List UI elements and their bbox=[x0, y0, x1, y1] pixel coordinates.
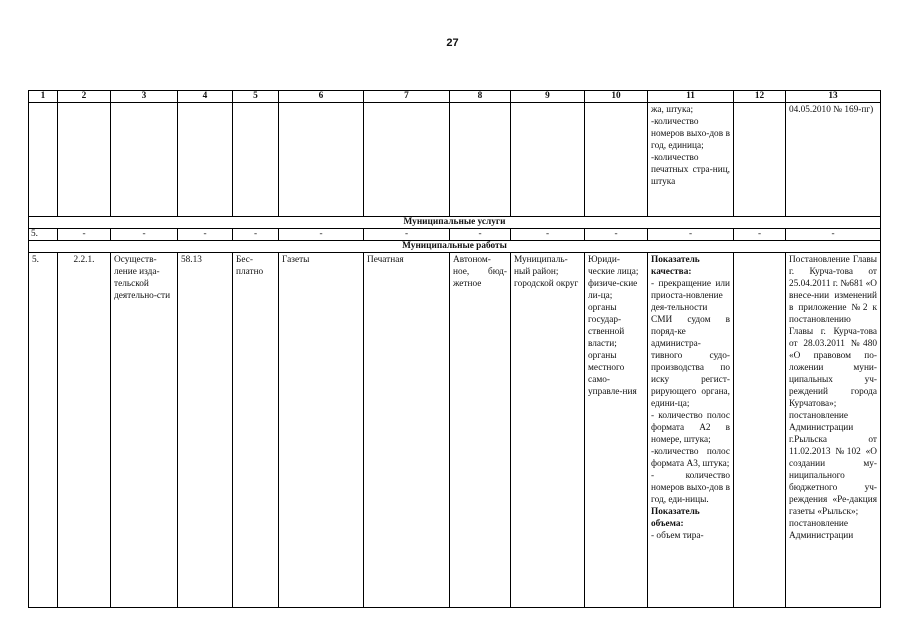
consumers: Юриди-ческие лица; физиче-ские ли-ца; органы государ-ственной власти; органы местного само-управле-ния bbox=[585, 253, 648, 608]
payment-type: Бес-платно bbox=[233, 253, 279, 608]
column-header: 3 bbox=[111, 91, 178, 103]
column-number-row bbox=[29, 91, 881, 103]
section-title: Муниципальные работы bbox=[29, 241, 881, 253]
basis-continuation: 04.05.2010 № 169-пг) bbox=[786, 103, 881, 217]
dash-cell: - bbox=[450, 229, 511, 241]
column-header: 7 bbox=[364, 91, 450, 103]
activity-name: Осуществ-ление изда-тельской деятельно-сти bbox=[111, 253, 178, 608]
dash-cell: - bbox=[178, 229, 233, 241]
work-row bbox=[29, 253, 881, 608]
row-number: 5. bbox=[29, 253, 58, 608]
column-header: 5 bbox=[233, 91, 279, 103]
okved-code: 58.13 bbox=[178, 253, 233, 608]
dash-cell: - bbox=[786, 229, 881, 241]
column-12-cell bbox=[734, 253, 786, 608]
work-code: 2.2.1. bbox=[58, 253, 111, 608]
work-form: Печатная bbox=[364, 253, 450, 608]
dash-cell: - bbox=[279, 229, 364, 241]
column-header: 6 bbox=[279, 91, 364, 103]
column-header: 4 bbox=[178, 91, 233, 103]
indicators bbox=[648, 253, 734, 608]
column-header: 9 bbox=[511, 91, 585, 103]
section-title: Муниципальные услуги bbox=[29, 217, 881, 229]
dash-cell: - bbox=[58, 229, 111, 241]
quality-indicator-text: - прекращение или приоста-новление дея-тельности СМИ судом в поряд-ке администра-тивного судо-производства по иску регист-рирующего органа, едини-ца; - количество полос формата А2 в номере, штука; -количество полос формата А3, штука; - количество номеров выхо-дов в год, еди-ницы. bbox=[651, 279, 730, 505]
column-header: 2 bbox=[58, 91, 111, 103]
column-header: 11 bbox=[648, 91, 734, 103]
quality-indicator-title: Показатель качества: bbox=[651, 255, 700, 277]
dash-cell: - bbox=[511, 229, 585, 241]
column-header: 12 bbox=[734, 91, 786, 103]
dash-cell: - bbox=[233, 229, 279, 241]
row-number: 5. bbox=[29, 229, 58, 241]
institution-type: Автоном-ное, бюд-жетное bbox=[450, 253, 511, 608]
column-header: 10 bbox=[585, 91, 648, 103]
dash-cell: - bbox=[648, 229, 734, 241]
dash-cell: - bbox=[734, 229, 786, 241]
indicator-continuation: жа, штука; -количество номеров выхо-дов в год, единица; -количество печатных стра-ниц, штука bbox=[648, 103, 734, 217]
volume-indicator-title: Показатель объема: bbox=[651, 507, 700, 529]
dash-cell: - bbox=[585, 229, 648, 241]
empty-services-row bbox=[29, 229, 881, 241]
page-number: 27 bbox=[446, 37, 459, 49]
section-row-works bbox=[29, 241, 881, 253]
services-table bbox=[28, 90, 881, 608]
territory: Муниципаль-ный район; городской округ bbox=[511, 253, 585, 608]
column-header: 1 bbox=[29, 91, 58, 103]
continuation-row bbox=[29, 103, 881, 217]
dash-cell: - bbox=[364, 229, 450, 241]
column-header: 8 bbox=[450, 91, 511, 103]
work-content: Газеты bbox=[279, 253, 364, 608]
dash-cell: - bbox=[111, 229, 178, 241]
volume-indicator-text: - объем тира- bbox=[651, 531, 704, 541]
column-header: 13 bbox=[786, 91, 881, 103]
legal-basis: Постановление Главы г. Курча-това от 25.04.2011 г. №681 «О внесе-нии изменений в приложение №2 к постановлению Главы г. Курча-това от 28.03.2011 №480 «О правовом по-ложении муни-ципальных уч-реждений города Курчатова»; постановление Администрации г.Рыльска от 11.02.2013 №102 «О создании му-ниципального бюджетного уч-реждения «Ре-дакция газеты «Рыльск»; постановление Администрации bbox=[786, 253, 881, 608]
section-row-services bbox=[29, 217, 881, 229]
